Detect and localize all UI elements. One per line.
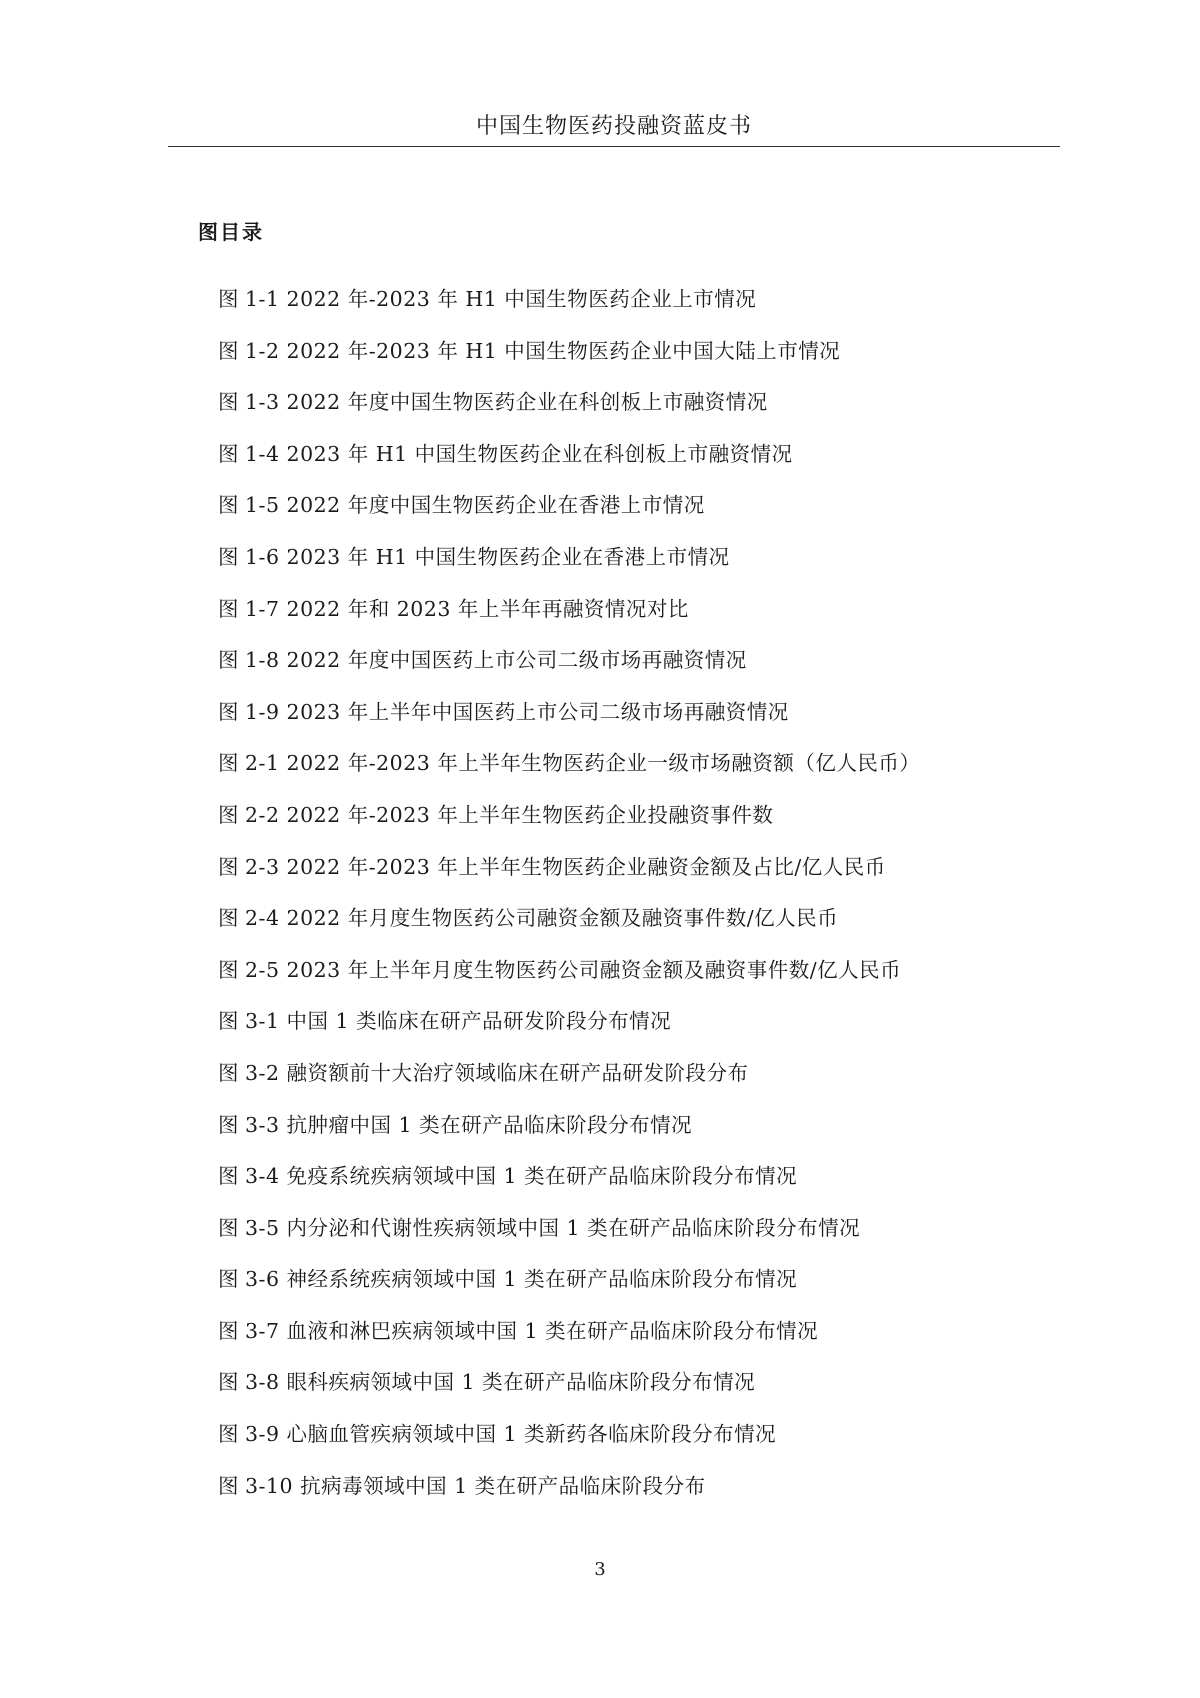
figure-prefix: 图: [218, 441, 239, 466]
figure-list-item: [218, 1316, 920, 1368]
figure-list-item: [218, 439, 920, 491]
figure-caption: 3-8 眼科疾病领域中国 1 类在研产品临床阶段分布情况: [245, 1370, 756, 1395]
figure-caption: 1-4 2023 年 H1 中国生物医药企业在科创板上市融资情况: [245, 441, 793, 466]
figure-list-item: [218, 490, 920, 542]
figure-prefix: 图: [218, 544, 239, 569]
figure-list-item: [218, 1367, 920, 1419]
figure-prefix: 图: [218, 596, 239, 621]
figure-prefix: 图: [218, 1215, 239, 1240]
figure-prefix: 图: [218, 751, 239, 776]
figure-prefix: 图: [218, 287, 239, 311]
figure-prefix: 图: [218, 648, 239, 673]
figure-list-item: [218, 1213, 920, 1265]
figure-prefix: 图: [218, 1422, 239, 1447]
figure-prefix: 图: [218, 1060, 239, 1085]
figure-prefix: 图: [218, 1318, 239, 1343]
figure-prefix: 图: [218, 1473, 239, 1498]
figure-list-item: [218, 284, 920, 336]
figure-caption: 3-5 内分泌和代谢性疾病领域中国 1 类在研产品临床阶段分布情况: [245, 1215, 861, 1240]
figure-caption: 2-1 2022 年-2023 年上半年生物医药企业一级市场融资额（亿人民币）: [245, 751, 921, 776]
page-number: 3: [594, 1559, 606, 1580]
figure-prefix: 图: [218, 699, 239, 724]
figure-list-item: [218, 1161, 920, 1213]
figure-prefix: 图: [218, 854, 239, 879]
figure-prefix: 图: [218, 957, 239, 982]
figure-prefix: 图: [218, 1267, 239, 1292]
figure-caption: 2-5 2023 年上半年月度生物医药公司融资金额及融资事件数/亿人民币: [245, 957, 902, 982]
figure-caption: 1-8 2022 年度中国医药上市公司二级市场再融资情况: [245, 648, 747, 673]
figure-list-item: [218, 336, 920, 388]
figure-caption: 2-3 2022 年-2023 年上半年生物医药企业融资金额及占比/亿人民币: [245, 854, 886, 879]
figure-list-item: [218, 542, 920, 594]
figure-caption: 2-2 2022 年-2023 年上半年生物医药企业投融资事件数: [245, 802, 774, 827]
figure-caption: 1-6 2023 年 H1 中国生物医药企业在香港上市情况: [245, 544, 730, 569]
figure-list-item: [218, 1110, 920, 1162]
figure-list-item: [218, 387, 920, 439]
figure-list: [218, 284, 920, 1522]
toc-title: 图目录: [198, 220, 264, 244]
figure-list-item: [218, 594, 920, 646]
figure-list-item: [218, 1419, 920, 1471]
figure-list-item: [218, 1264, 920, 1316]
figure-caption: 1-9 2023 年上半年中国医药上市公司二级市场再融资情况: [245, 699, 789, 724]
figure-prefix: 图: [218, 493, 239, 518]
figure-list-item: [218, 1471, 920, 1523]
figure-prefix: 图: [218, 1009, 239, 1034]
figure-prefix: 图: [218, 338, 239, 363]
figure-list-item: [218, 852, 920, 904]
figure-caption: 1-3 2022 年度中国生物医药企业在科创板上市融资情况: [245, 390, 768, 415]
figure-caption: 1-1 2022 年-2023 年 H1 中国生物医药企业上市情况: [245, 287, 757, 311]
figure-caption: 1-7 2022 年和 2023 年上半年再融资情况对比: [245, 596, 689, 621]
figure-caption: 3-9 心脑血管疾病领域中国 1 类新药各临床阶段分布情况: [245, 1422, 777, 1447]
figure-list-item: [218, 1058, 920, 1110]
figure-prefix: 图: [218, 1164, 239, 1189]
figure-list-item: [218, 697, 920, 749]
figure-list-item: [218, 955, 920, 1007]
figure-list-item: [218, 645, 920, 697]
figure-caption: 3-7 血液和淋巴疾病领域中国 1 类在研产品临床阶段分布情况: [245, 1318, 819, 1343]
figure-prefix: 图: [218, 1112, 239, 1137]
figure-caption: 1-5 2022 年度中国生物医药企业在香港上市情况: [245, 493, 705, 518]
running-header: 中国生物医药投融资蓝皮书: [475, 114, 752, 139]
figure-prefix: 图: [218, 906, 239, 931]
figure-list-item: [218, 1006, 920, 1058]
figure-caption: 3-1 中国 1 类临床在研产品研发阶段分布情况: [245, 1009, 672, 1034]
figure-prefix: 图: [218, 390, 239, 415]
header-divider: [168, 146, 1060, 147]
figure-caption: 1-2 2022 年-2023 年 H1 中国生物医药企业中国大陆上市情况: [245, 338, 841, 363]
figure-list-item: [218, 800, 920, 852]
figure-caption: 3-2 融资额前十大治疗领域临床在研产品研发阶段分布: [245, 1060, 749, 1085]
figure-prefix: 图: [218, 802, 239, 827]
figure-caption: 3-10 抗病毒领域中国 1 类在研产品临床阶段分布: [245, 1473, 706, 1498]
figure-caption: 3-6 神经系统疾病领域中国 1 类在研产品临床阶段分布情况: [245, 1267, 798, 1292]
figure-prefix: 图: [218, 1370, 239, 1395]
figure-list-item: [218, 748, 920, 800]
figure-caption: 2-4 2022 年月度生物医药公司融资金额及融资事件数/亿人民币: [245, 906, 839, 931]
figure-caption: 3-4 免疫系统疾病领域中国 1 类在研产品临床阶段分布情况: [245, 1164, 798, 1189]
figure-list-item: [218, 903, 920, 955]
figure-caption: 3-3 抗肿瘤中国 1 类在研产品临床阶段分布情况: [245, 1112, 693, 1137]
